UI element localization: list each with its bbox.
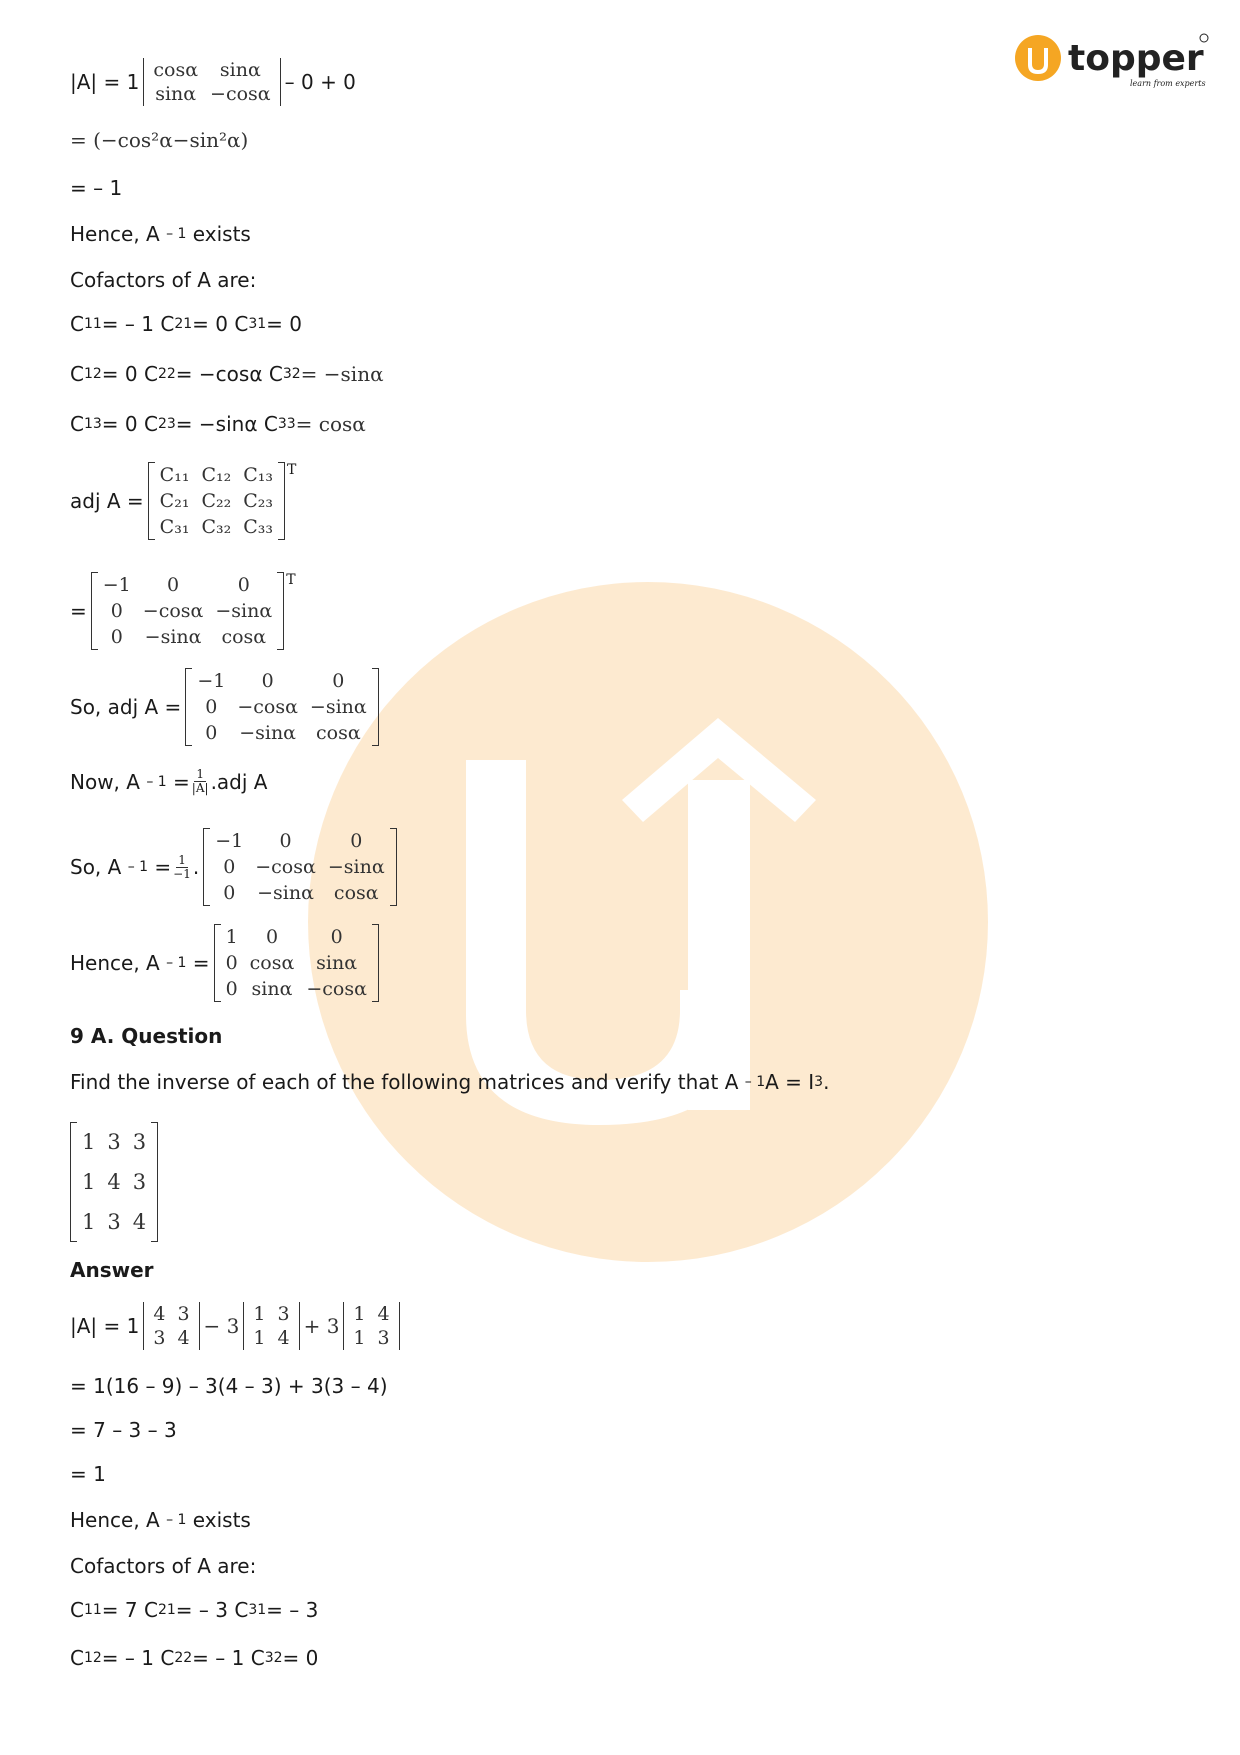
- matrix-cell: C₃₂: [201, 516, 232, 538]
- inverse-step-matrix: [203, 828, 396, 906]
- matrix-cell: 3: [107, 1210, 121, 1234]
- matrix-cell: 0: [330, 926, 343, 948]
- matrix-cell: 0: [223, 882, 236, 904]
- matrix-cell: −sinα: [144, 626, 202, 648]
- matrix-cell: −cosα: [142, 600, 204, 622]
- cofactors-heading: Cofactors of A are:: [70, 268, 257, 292]
- matrix-cell: 3: [132, 1170, 147, 1194]
- matrix-cell: C₃₃: [243, 516, 274, 538]
- matrix-cell: C₁₁: [159, 464, 190, 486]
- matrix-cell: 3: [107, 1130, 121, 1154]
- so-inverse: So, A – 1 = $\frac{1}{-1}$ . −1 0 0 0 −cosα −sinα 0 −sinα cosα: [70, 828, 401, 906]
- det-line-1: [70, 58, 356, 106]
- matrix-cell: sinα: [155, 83, 197, 105]
- matrix-cell: 0: [205, 722, 218, 744]
- cofactor-line-4: C 11 = 7 C 21 = – 3 C 31 = – 3: [70, 1598, 319, 1622]
- matrix-cell: −1: [102, 574, 131, 596]
- matrix-cell: 0: [350, 830, 363, 852]
- matrix-cell: 3: [132, 1130, 147, 1154]
- step-sum: = 7 – 3 – 3: [70, 1418, 177, 1442]
- matrix-cell: −cosα: [210, 83, 271, 105]
- question-heading: 9 A. Question: [70, 1024, 223, 1048]
- det-prefix: |A| = 1: [70, 70, 140, 94]
- matrix-cell: 1: [353, 1303, 366, 1325]
- matrix-cell: 0: [279, 830, 292, 852]
- so-adj-a: So, adj A = −1 0 0 0 −cosα −sinα 0 −sinα cosα: [70, 668, 383, 746]
- cofactor-line-1: C 11 = – 1 C 21 = 0 C 31 = 0: [70, 312, 302, 336]
- matrix-cell: C₁₂: [201, 464, 232, 486]
- question-matrix: [70, 1122, 158, 1242]
- step-cos-sin: = (−cos²α−sin²α): [70, 128, 249, 152]
- matrix-cell: 0: [225, 978, 238, 1000]
- det-suffix: – 0 + 0: [284, 70, 356, 94]
- matrix-cell: 0: [110, 626, 123, 648]
- matrix-cell: −sinα: [327, 856, 385, 878]
- question-matrix-line: [70, 1122, 162, 1242]
- matrix-cell: 3: [153, 1327, 166, 1349]
- matrix-cell: −sinα: [309, 696, 367, 718]
- matrix-cell: cosα: [153, 59, 199, 81]
- matrix-cell: 1: [353, 1327, 366, 1349]
- matrix-cell: −sinα: [215, 600, 273, 622]
- matrix-cell: cosα: [249, 952, 295, 974]
- minor-2: [243, 1302, 299, 1350]
- topper-logo: [1010, 28, 1210, 103]
- fraction: $\frac{1}{-1}$: [173, 852, 191, 881]
- step-minus-one: = – 1: [70, 176, 123, 200]
- matrix-cell: sinα: [251, 978, 293, 1000]
- matrix-cell: C₂₃: [243, 490, 274, 512]
- matrix-cell: 0: [265, 926, 279, 948]
- now-inverse-formula: Now, A – 1 = $\frac{1}{|A|}$ .adj A: [70, 767, 268, 795]
- hence-inverse: Hence, A – 1 = 1 0 0 0 cosα sinα 0 sinα −cosα: [70, 924, 383, 1002]
- brand-tagline: learn from experts: [1130, 79, 1206, 88]
- matrix-cell: C₂₁: [159, 490, 190, 512]
- matrix-cell: 0: [261, 670, 274, 692]
- matrix-cell: 0: [223, 856, 236, 878]
- matrix-cell: 1: [82, 1210, 96, 1234]
- matrix-cell: sinα: [316, 952, 358, 974]
- matrix-cell: 4: [153, 1303, 166, 1325]
- matrix-cell: cosα: [333, 882, 379, 904]
- matrix-cell: 4: [132, 1210, 147, 1234]
- adj-cofactor-matrix: [148, 462, 285, 540]
- topper-logo-icon: [1010, 28, 1210, 98]
- matrix-cell: 3: [277, 1303, 290, 1325]
- matrix-cell: 0: [332, 670, 345, 692]
- cofactor-matrix-transpose: = −1 0 0 0 −cosα −sinα 0 −sinα cosα T: [70, 572, 296, 648]
- matrix-cell: 4: [107, 1170, 121, 1194]
- step-expansion: = 1(16 – 9) – 3(4 – 3) + 3(3 – 4): [70, 1374, 388, 1398]
- matrix-cell: 3: [377, 1327, 390, 1349]
- cofactors-heading-2: Cofactors of A are:: [70, 1554, 257, 1578]
- matrix-cell: 0: [110, 600, 123, 622]
- matrix-cell: 4: [177, 1327, 190, 1349]
- question-text: Find the inverse of each of the following matrices and verify that A – 1 A = I 3 .: [70, 1070, 830, 1094]
- matrix-cell: 0: [225, 952, 238, 974]
- cofactor-values-matrix: [91, 572, 284, 650]
- matrix-cell: 1: [253, 1303, 266, 1325]
- hence-exists: Hence, A – 1 exists: [70, 222, 251, 246]
- matrix-cell: 1: [82, 1130, 96, 1154]
- matrix-cell: −1: [215, 830, 244, 852]
- adj-definition: adj A = C₁₁ C₁₂ C₁₃ C₂₁ C₂₂ C₂₃ C₃₁ C₃₂ C₃₃ T: [70, 462, 297, 538]
- matrix-cell: −cosα: [255, 856, 316, 878]
- matrix-cell: −sinα: [239, 722, 297, 744]
- matrix-cell: −1: [197, 670, 226, 692]
- cofactor-line-5: C 12 = – 1 C 22 = – 1 C 32 = 0: [70, 1646, 319, 1670]
- matrix-cell: 4: [277, 1327, 290, 1349]
- matrix-cell: C₃₁: [159, 516, 190, 538]
- hence-exists-2: Hence, A – 1 exists: [70, 1508, 251, 1532]
- matrix-cell: 1: [82, 1170, 96, 1194]
- fraction: $\frac{1}{|A|}$: [191, 767, 209, 795]
- matrix-cell: −cosα: [306, 978, 367, 1000]
- matrix-cell: C₁₃: [243, 464, 274, 486]
- det-expansion: |A| = 1 4 3 3 4 − 3 1 3 1 4 + 3 1 4 1 3: [70, 1302, 404, 1350]
- brand-name: topper: [1068, 38, 1204, 79]
- matrix-cell: 1: [253, 1327, 266, 1349]
- adj-result-matrix: [185, 668, 378, 746]
- inverse-result-matrix: [214, 924, 379, 1002]
- det-matrix-2x2: [143, 58, 280, 106]
- matrix-cell: 0: [205, 696, 218, 718]
- matrix-cell: sinα: [219, 59, 261, 81]
- minor-1: [143, 1302, 199, 1350]
- matrix-cell: 1: [225, 926, 238, 948]
- answer-heading: Answer: [70, 1258, 154, 1282]
- matrix-cell: 0: [167, 574, 180, 596]
- cofactor-line-3: C 13 = 0 C 23 = −sinα C 33 = cosα: [70, 412, 366, 436]
- matrix-cell: −sinα: [257, 882, 314, 904]
- matrix-cell: 3: [177, 1303, 190, 1325]
- matrix-cell: 0: [237, 574, 250, 596]
- matrix-cell: 4: [377, 1303, 390, 1325]
- matrix-cell: C₂₂: [201, 490, 232, 512]
- step-result: = 1: [70, 1462, 106, 1486]
- matrix-cell: cosα: [221, 626, 267, 648]
- cofactor-line-2: C 12 = 0 C 22 = −cosα C 32 = −sinα: [70, 362, 384, 386]
- matrix-cell: cosα: [316, 722, 361, 744]
- matrix-cell: −cosα: [237, 696, 298, 718]
- minor-3: [343, 1302, 399, 1350]
